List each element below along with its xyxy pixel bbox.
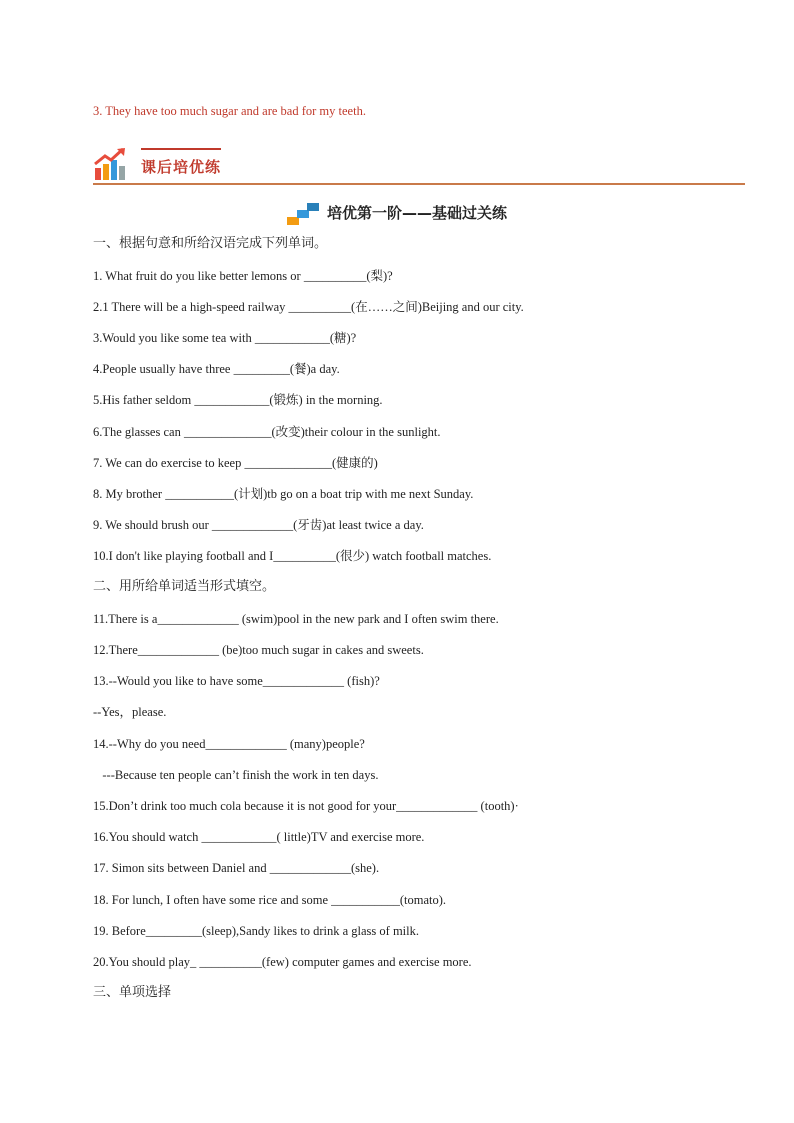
list-item: 11.There is a_____________ (swim)pool in the new park and I often swim there. (93, 612, 499, 626)
section-divider (93, 183, 745, 185)
list-item: 16.You should watch ____________( little)TV and exercise more. (93, 830, 425, 844)
previous-answer: 3. They have too much sugar and are bad for my teeth. (93, 104, 366, 118)
list-item: 5.His father seldom ____________(锻炼) in the morning. (93, 393, 383, 407)
list-item: 9. We should brush our _____________(牙齿)at least twice a day. (93, 518, 424, 532)
list-item: 17. Simon sits between Daniel and _____________(she). (93, 861, 380, 875)
list-item: 2.1 There will be a high-speed railway __________(在……之间)Beijing and our city. (93, 300, 524, 314)
list-item: 7. We can do exercise to keep ______________(健康的) (93, 456, 378, 470)
list-item: 3.Would you like some tea with ____________(糖)? (93, 331, 357, 345)
list-item: 4.People usually have three _________(餐)a day. (93, 362, 340, 376)
list-item: 12.There_____________ (be)too much sugar in cakes and sweets. (93, 643, 424, 657)
list-item: 14.--Why do you need_____________ (many)people? (93, 737, 365, 751)
list-item: ---Because ten people can’t finish the work in ten days. (93, 768, 379, 782)
list-item: 10.I don't like playing football and I__________(很少) watch football matches. (93, 549, 492, 563)
section-title: 课后培优练 (141, 158, 222, 176)
title-overline (141, 148, 221, 150)
list-item: 6.The glasses can ______________(改变)their colour in the sunlight. (93, 425, 441, 439)
part1-heading: 一、根据句意和所给汉语完成下列单词。 (93, 236, 328, 251)
subtitle (0, 202, 794, 225)
list-item: --Yes，please. (93, 705, 167, 719)
subtitle-text: 培优第一阶——基础过关练 (326, 204, 507, 222)
stairs-icon (287, 203, 321, 225)
list-item: 13.--Would you like to have some_____________ (fish)? (93, 674, 380, 688)
list-item: 8. My brother ___________(计划)tb go on a boat trip with me next Sunday. (93, 487, 474, 501)
list-item: 15.Don’t drink too much cola because it is not good for your_____________ (tooth)· (93, 799, 519, 813)
list-item: 19. Before_________(sleep),Sandy likes to drink a glass of milk. (93, 924, 419, 938)
part2-heading: 二、用所给单词适当形式填空。 (93, 579, 276, 594)
list-item: 20.You should play_ __________(few) computer games and exercise more. (93, 955, 472, 969)
chart-arrow-icon (93, 146, 129, 182)
part3-heading: 三、单项选择 (93, 985, 172, 1000)
list-item: 1. What fruit do you like better lemons or __________(梨)? (93, 269, 393, 283)
list-item: 18. For lunch, I often have some rice and some ___________(tomato). (93, 893, 447, 907)
section-header (93, 140, 745, 186)
